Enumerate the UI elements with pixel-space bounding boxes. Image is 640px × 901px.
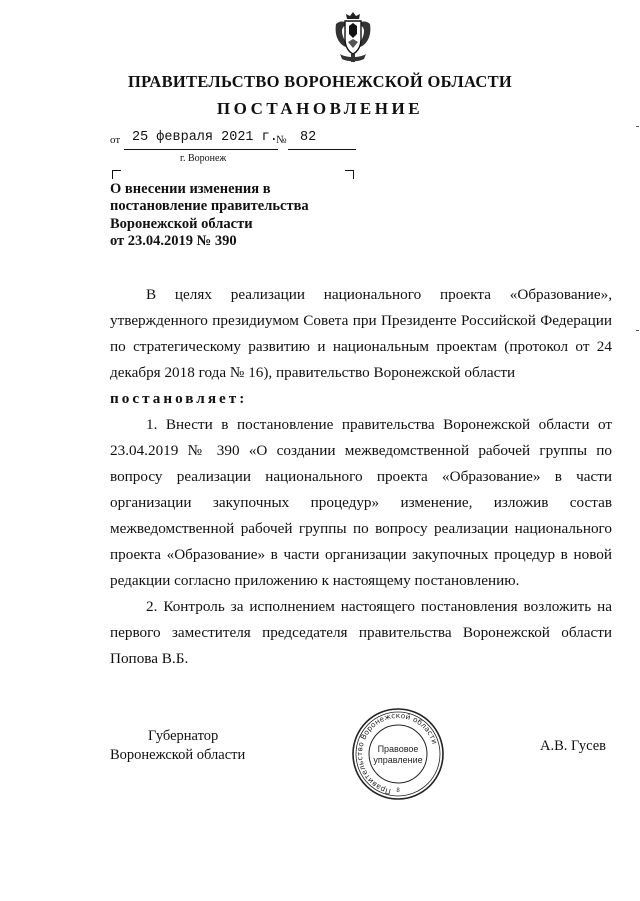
document-type: ПОСТАНОВЛЕНИЕ: [216, 99, 424, 118]
resolves-word: постановляет:: [110, 390, 248, 407]
date-value: 25 февраля 2021 г.: [132, 130, 278, 145]
margin-mark: [636, 330, 639, 331]
city-label: г. Воронеж: [180, 153, 227, 164]
number-sign: №: [276, 134, 287, 146]
subject-line: Воронежской области: [110, 215, 253, 232]
date-number-line: [110, 130, 317, 146]
date-prefix: от: [110, 134, 121, 146]
stamp-center-line-2: управление: [373, 755, 423, 765]
stamp-bottom-mark: 8: [396, 788, 400, 794]
position-line-1: Губернатор: [148, 728, 219, 744]
corner-mark-left: [112, 170, 121, 179]
corner-mark-right: [345, 170, 354, 179]
stamp-center-line-1: Правовое: [377, 744, 419, 754]
signatory-position: [110, 727, 245, 765]
resolves-line: [110, 386, 612, 412]
document-subject: [110, 181, 350, 250]
document-body: [110, 282, 612, 672]
item-2-paragraph: 2. Контроль за исполнением настоящего постановления возложить на первого заместителя председателя правительства Воронежской области Попова В.Б.: [110, 598, 612, 667]
margin-mark: [636, 126, 639, 127]
subject-line: постановление правительства: [110, 198, 309, 215]
document-number: 82: [300, 130, 317, 145]
coat-of-arms-icon: [328, 8, 378, 66]
subject-line: О внесении изменения в: [110, 181, 271, 197]
signatory-name: А.В. Гусев: [540, 738, 606, 754]
item-1-paragraph: 1. Внести в постановление правительства Воронежской области от 23.04.2019 № 390 «О создании межведомственной рабочей группы по вопросу реализации национального проекта «Образование» в части организации закупочных процедур» изменение, изложив состав межведомственной рабочей группы по вопросу реализации национального проекта «Образование» в части организации закупочных процедур в новой редакции согласно приложению к настоящему постановлению.: [110, 416, 612, 589]
position-line-2: Воронежской области: [110, 747, 246, 763]
subject-line: от 23.04.2019 № 390: [110, 232, 237, 249]
legal-department-stamp-icon: [348, 706, 448, 802]
stamp-ring-text: Правительство Воронежской области: [355, 710, 440, 797]
preamble-paragraph: В целях реализации национального проекта «Образование», утвержденного президиумом Совета при Президенте Российской Федерации по стратегическому развитию и национальным проектам (протокол от 24 декабря 2018 года № 16), правительство Воронежской области: [110, 286, 612, 381]
government-title: ПРАВИТЕЛЬСТВО ВОРОНЕЖСКОЙ ОБЛАСТИ: [127, 72, 513, 91]
